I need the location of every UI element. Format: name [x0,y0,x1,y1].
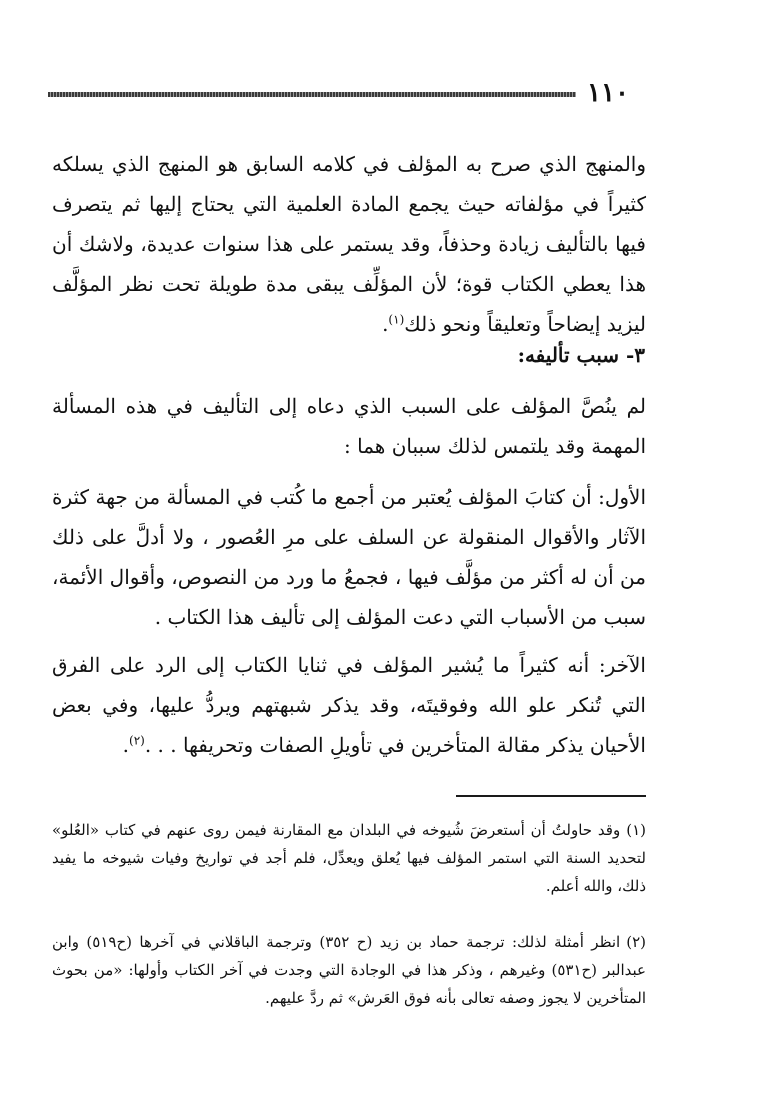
footnote-2 [52,928,646,1012]
paragraph-4-text: الآخر: أنه كثيراً ما يُشير المؤلف في ثنايا الكتاب إلى الرد على الفرق التي تُنكر علو الله وفوقيتَه، وقد يذكر شبهتهم ويردُّ عليها، وفي بعض الأحيان يذكر مقالة المتأخرين في تأويلِ الصفات وتحريفها . . . [52,653,646,757]
footnote-ref-1: (١) [388,312,405,327]
footnote-1 [52,816,646,900]
footnote-2-text: انظر أمثلة لذلك: ترجمة حماد بن زيد (ح ٣٥٢) وترجمة الباقلاني في آخرها (ح٥١٩) وابن عبدالبر (ح٥٣١) وغيرهم ، وذكر هذا في الوجادة التي وجدت في آخر الكتاب وأولها: «من بحوث المتأخرين لا يجوز وصفه تعالى بأنه فوق العَرش» ثم ردَّ عليهم. [52,933,646,1007]
paragraph-2: لم ينُصَّ المؤلف على السبب الذي دعاه إلى التأليف في هذه المسألة المهمة وقد يلتمس لذلك سببان هما : [52,394,646,458]
paragraph-3: الأول: أن كتابَ المؤلف يُعتبر من أجمع ما كُتب في المسألة من جهة كثرة الآثار والأقوال المنقولة عن السلف على مرِ العُصور ، ولا أدلَّ على ذلك من أن له أكثر من مؤلَّف فيها ، فجمعُ ما ورد من النصوص، وأقوال الأئمة، سبب من الأسباب التي دعت المؤلف إلى تأليف هذا الكتاب . [52,485,646,629]
paragraph-1 [52,144,646,344]
paragraph-1-text: والمنهج الذي صرح به المؤلف في كلامه السابق هو المنهج الذي يسلكه كثيراً في مؤلفاته حيث يجمع المادة العلمية التي يحتاج إليها ثم يتصرف فيها بالتأليف زيادة وحذفاً، وقد يستمر على هذا سنوات عديدة، ولاشك أن هذا يعطي الكتاب قوة؛ لأن المؤلِّف يبقى مدة طويلة تحت نظر المؤلَّف ليزيد إيضاحاً وتعليقاً ونحو ذلك [52,152,646,336]
header-rule [48,92,576,97]
footnote-1-number: (١) [626,821,646,839]
footnote-1-text: وقد حاولتُ أن أستعرضَ شُيوخه في البلدان مع المقارنة فيمن روى عنهم في كتاب «العُلو» لتحديد السنة التي استمر المؤلف فيها يُعلق ويعدِّل، فلم أجد في تواريخ وفيات شيوخه ما يفيد ذلك، والله أعلم. [52,821,646,895]
footnote-separator [456,795,646,797]
section-heading: ٣- سبب تأليفه: [517,343,645,367]
footnote-ref-2: (٢) [129,733,145,748]
footnote-2-number: (٢) [626,933,646,951]
paragraph-4-end: . [122,733,130,757]
paragraph-1-end: . [382,312,389,336]
paragraph-4 [52,645,646,765]
page-number: ١١٠ [587,78,629,108]
